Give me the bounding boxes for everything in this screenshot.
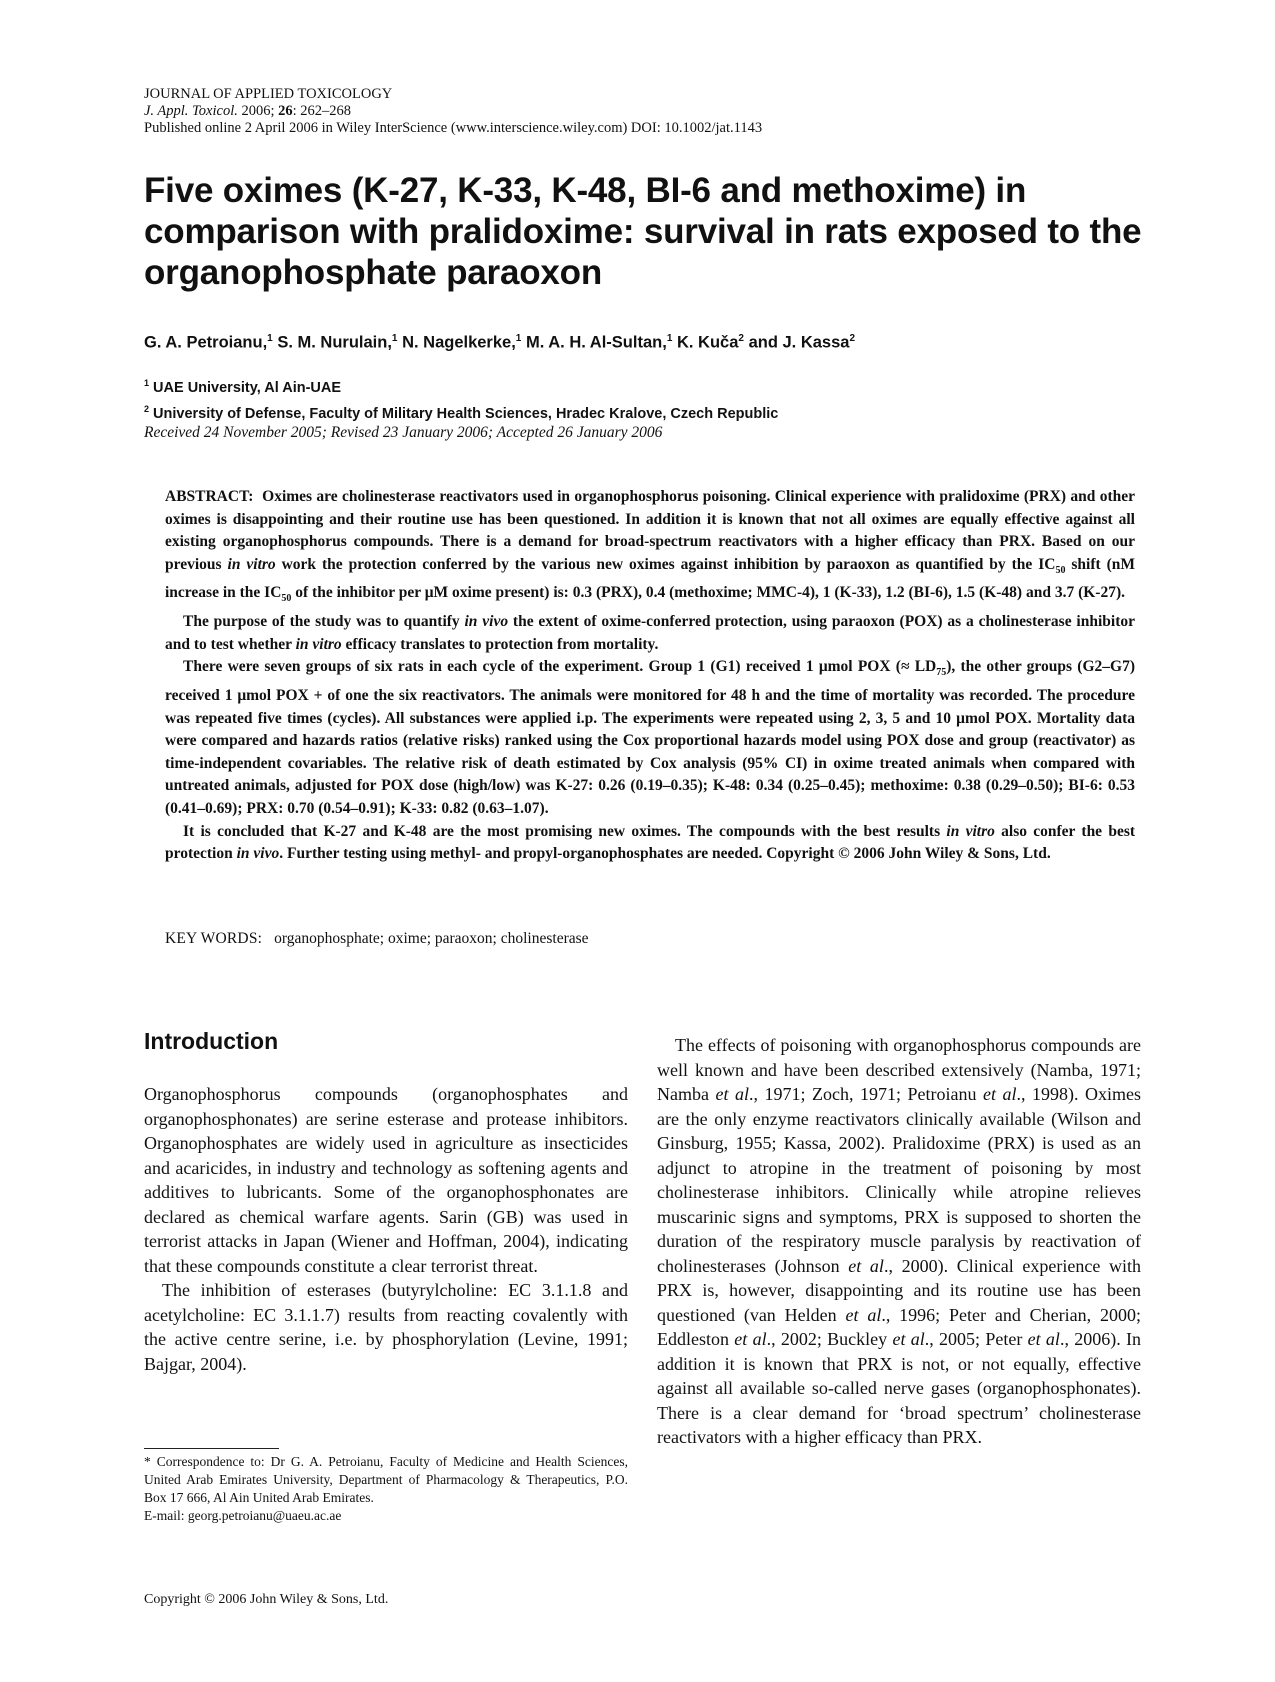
journal-header	[144, 86, 1144, 137]
author: N. Nagelkerke,	[402, 333, 516, 352]
body-paragraph	[657, 1033, 1141, 1450]
body-text: ., 2006). In addition it is known that PRX is not, or not equally, effective against all available so-called nerve gases (organophosphonates). There is a clear demand for ‘broad spectrum’ cholinesterase reactivators with a higher efficacy than PRX.	[657, 1329, 1142, 1447]
citation-journal: J. Appl. Toxicol.	[144, 103, 238, 119]
body-text: ., 2002; Buckley	[766, 1329, 888, 1349]
author: J. Kassa	[782, 333, 850, 352]
correspondence-footnote	[144, 1453, 628, 1525]
affiliation	[144, 399, 1144, 425]
citation-pages: : 262–268	[292, 103, 352, 119]
abstract-italic: in vitro	[946, 822, 995, 840]
abstract-italic: in vitro	[295, 635, 342, 653]
footnote-text: * Correspondence to: Dr G. A. Petroianu, Faculty of Medicine and Health Sciences, United Arab Emirates University, Department of Pharmacology & Therapeutics, P.O. Box 17 666, Al Ain United Arab Emirates.	[144, 1454, 628, 1505]
body-text: ., 1996; Peter and Cherian, 2000; Eddleston	[657, 1304, 1141, 1349]
abstract-paragraph	[165, 486, 1135, 611]
abstract-text: . Further testing using methyl- and propyl-organophosphates are needed. Copyright © 2006 John Wiley & Sons, Ltd.	[279, 845, 1051, 863]
author-affiliation-mark: 1	[267, 333, 273, 344]
copyright-footer: Copyright © 2006 John Wiley & Sons, Ltd.	[144, 1592, 389, 1607]
et-al: et al	[1027, 1329, 1060, 1349]
keywords-label: KEY WORDS:	[165, 930, 263, 947]
footnote-divider	[144, 1448, 279, 1449]
abstract-text: shift (nM increase in the IC	[165, 555, 1136, 602]
abstract-text: also confer the best protection	[165, 822, 1136, 863]
et-al: et al	[845, 1304, 882, 1325]
et-al: et al	[715, 1084, 749, 1104]
affiliation-number: 1	[144, 378, 150, 388]
abstract-label: ABSTRACT:	[165, 488, 254, 505]
citation-line	[144, 103, 1144, 120]
journal-name: JOURNAL OF APPLIED TOXICOLOGY	[144, 86, 393, 102]
keywords-text: organophosphate; oxime; paraoxon; cholinesterase	[274, 930, 589, 947]
author-affiliation-mark: 1	[666, 333, 673, 344]
received-dates: Received 24 November 2005; Revised 23 January 2006; Accepted 26 January 2006	[144, 424, 663, 441]
author-conjunction: and	[748, 333, 778, 352]
abstract-paragraph	[165, 611, 1135, 656]
abstract-subscript: 75	[936, 667, 947, 679]
body-text: ., 1971; Zoch, 1971; Petroianu	[749, 1084, 977, 1104]
abstract-subscript: 50	[281, 593, 292, 605]
abstract-text: work the protection conferred by the various new oximes against inhibition by paraoxon as quantified by the IC	[281, 555, 1056, 573]
author-affiliation-mark: 2	[738, 333, 744, 344]
abstract-text: ), the other groups (G2–G7) received 1 μmol POX + of one the six reactivators. The animals were monitored for 48 h and the time of mortality was recorded. The procedure was repeated five times (cycles). All substances were applied i.p. The experiments were repeated using 2, 3, 5 and 10 μmol POX. Mortality data were compared and hazards ratios (relative risks) ranked using the Cox proportional hazards model using POX dose and group (reactivator) as time-independent covariables. The relative risk of death estimated by Cox analysis (95% CI) in oxime treated animals when compared with untreated animals, adjusted for POX dose (high/low) was K-27: 0.26 (0.19–0.35); K-48: 0.34 (0.25–0.45); methoxime: 0.38 (0.29–0.50); BI-6: 0.53 (0.41–0.69); PRX: 0.70 (0.54–0.91); K-33: 0.82 (0.63–1.07).	[165, 658, 1135, 817]
publication-line: Published online 2 April 2006 in Wiley InterScience (www.interscience.wiley.com) DOI: 10.1002/jat.1143	[144, 120, 763, 136]
affiliations	[144, 373, 1144, 425]
body-text: ., 2000). Clinical experience with PRX is, however, disappointing and its routine use has been questioned (van Helden	[657, 1255, 1141, 1325]
abstract-paragraph	[165, 656, 1135, 820]
abstract-text: There were seven groups of six rats in each cycle of the experiment. Group 1 (G1) received 1 μmol POX (≈ LD	[183, 658, 937, 676]
author-affiliation-mark: 1	[515, 333, 522, 344]
body-paragraph: Organophosphorus compounds (organophosphates and organophosphonates) are serine esterase and protease inhibitors. Organophosphates are widely used in agriculture as insecticides and acaricides, in industry and technology as softening agents and additives to lubricants. Some of the organophosphonates are declared as chemical warfare agents. Sarin (GB) was used in terrorist attacks in Japan (Wiener and Hoffman, 2004), indicating that these compounds constitute a clear terrorist threat.	[144, 1084, 628, 1276]
keywords	[165, 930, 1135, 948]
affiliation-number: 2	[144, 403, 150, 414]
et-al: et al	[983, 1084, 1017, 1104]
abstract-text: the extent of oxime-conferred protection, using paraoxon (POX) as a cholinesterase inhibitor and to test whether	[165, 613, 1135, 653]
abstract-paragraph	[165, 821, 1135, 866]
citation-year: 2006;	[241, 103, 275, 119]
author-affiliation-mark: 2	[849, 333, 856, 344]
body-text: ., 1998). Oximes are the only enzyme reactivators clinically available (Wilson and Ginsburg, 1955; Kassa, 2002). Pralidoxime (PRX) is used as an adjunct to atropine in the treatment of poisoning by most cholinesterase inhibitors. Clinically while atropine relieves muscarinic signs and symptoms, PRX is supposed to shorten the duration of the respiratory muscle paralysis by reactivation of cholinesterases (Johnson	[657, 1084, 1141, 1276]
et-al: et al	[734, 1329, 767, 1349]
abstract-italic: in vitro	[227, 555, 276, 573]
affiliation-text: UAE University, Al Ain-UAE	[153, 379, 342, 396]
citation-volume: 26	[278, 103, 293, 119]
article-title: Five oximes (K-27, K-33, K-48, BI-6 and methoxime) in comparison with pralidoxime: survival in rats exposed to the organophosphate paraoxon	[144, 171, 1142, 292]
body-text: ., 2005; Peter	[924, 1329, 1023, 1349]
author: S. M. Nurulain,	[277, 333, 392, 352]
abstract-italic: in vivo	[464, 613, 509, 631]
abstract-subscript: 50	[1055, 564, 1066, 576]
body-text: The effects of poisoning with organophosphorus compounds are well known and have been described extensively (Namba, 1971; Namba	[657, 1035, 1141, 1104]
affiliation-text: University of Defense, Faculty of Military Health Sciences, Hradec Kralove, Czech Republic	[153, 405, 779, 422]
abstract	[165, 486, 1135, 866]
abstract-text: of the inhibitor per μM oxime present) is: 0.3 (PRX), 0.4 (methoxime; MMC-4), 1 (K-33), 1.2 (BI-6), 1.5 (K-48) and 3.7 (K-27).	[295, 584, 1125, 602]
author: K. Kuča	[676, 333, 739, 352]
footnote-email[interactable]: E-mail: georg.petroianu@uaeu.ac.ae	[144, 1508, 342, 1523]
right-column	[657, 1033, 1141, 1450]
author: M. A. H. Al-Sultan,	[525, 333, 667, 352]
et-al: et al	[892, 1329, 925, 1349]
abstract-text: It is concluded that K-27 and K-48 are the most promising new oximes. The compounds with the best results	[183, 822, 941, 840]
et-al: et al	[848, 1255, 884, 1276]
body-paragraph: The inhibition of esterases (butyrylcholine: EC 3.1.1.8 and acetylcholine: EC 3.1.1.7) results from reacting covalently with the active centre serine, i.e. by phosphorylation (Levine, 1991; Bajgar, 2004).	[144, 1280, 628, 1374]
author-line	[144, 333, 1164, 353]
author-affiliation-mark: 1	[391, 333, 398, 344]
abstract-text: The purpose of the study was to quantify	[183, 613, 460, 631]
affiliation	[144, 373, 1144, 399]
abstract-italic: in vivo	[236, 845, 280, 863]
section-heading-introduction: Introduction	[144, 1028, 279, 1054]
author: G. A. Petroianu,	[144, 333, 268, 352]
abstract-text: Oximes are cholinesterase reactivators used in organophosphorus poisoning. Clinical experience with pralidoxime (PRX) and other oximes is disappointing and their routine use has been questioned. In addition it is known that not all oximes are equally effective against all existing organophosphorus compounds. There is a demand for broad-spectrum reactivators with a higher efficacy than PRX. Based on our previous	[165, 488, 1135, 573]
left-column	[144, 1082, 628, 1376]
abstract-text: efficacy translates to protection from mortality.	[345, 635, 659, 653]
